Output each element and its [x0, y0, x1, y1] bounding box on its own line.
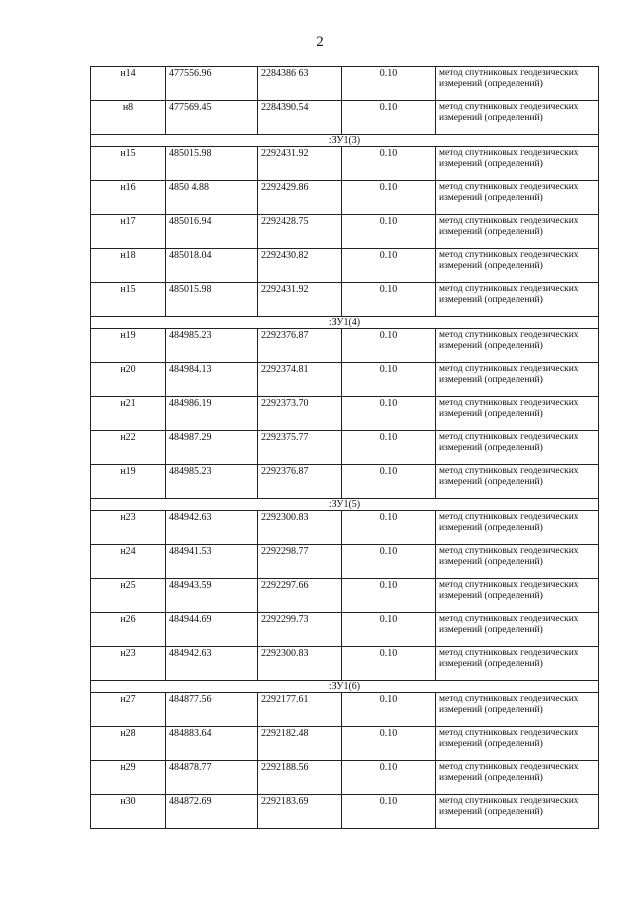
accuracy-cell: 0.10 — [342, 431, 436, 465]
accuracy-cell: 0.10 — [342, 613, 436, 647]
page-number: 2 — [316, 34, 324, 50]
accuracy-cell: 0.10 — [342, 579, 436, 613]
table-row — [91, 101, 599, 135]
method-cell: метод спутниковых геодезических измерений (определений) — [436, 693, 599, 727]
x-coordinate-cell: 484942.63 — [166, 647, 258, 681]
group-label: :ЗУ1(4) — [91, 317, 599, 329]
method-cell: метод спутниковых геодезических измерений (определений) — [436, 181, 599, 215]
method-cell: метод спутниковых геодезических измерений (определений) — [436, 249, 599, 283]
point-name-cell: н21 — [91, 397, 166, 431]
y-coordinate-cell: 2292431.92 — [258, 283, 342, 317]
point-name-cell: н24 — [91, 545, 166, 579]
table-row — [91, 693, 599, 727]
x-coordinate-cell: 485016.94 — [166, 215, 258, 249]
y-coordinate-cell: 2292182.48 — [258, 727, 342, 761]
x-coordinate-cell: 484985.23 — [166, 465, 258, 499]
point-name-cell: н28 — [91, 727, 166, 761]
point-name-cell: н29 — [91, 761, 166, 795]
table-row — [91, 147, 599, 181]
accuracy-cell: 0.10 — [342, 249, 436, 283]
group-label: :ЗУ1(3) — [91, 135, 599, 147]
x-coordinate-cell: 477569.45 — [166, 101, 258, 135]
point-name-cell: н18 — [91, 249, 166, 283]
table-row — [91, 545, 599, 579]
method-cell: метод спутниковых геодезических измерений (определений) — [436, 795, 599, 829]
y-coordinate-cell: 2292376.87 — [258, 329, 342, 363]
group-label: :ЗУ1(5) — [91, 499, 599, 511]
point-name-cell: н16 — [91, 181, 166, 215]
table-row — [91, 67, 599, 101]
accuracy-cell: 0.10 — [342, 647, 436, 681]
accuracy-cell: 0.10 — [342, 545, 436, 579]
point-name-cell: н27 — [91, 693, 166, 727]
method-cell: метод спутниковых геодезических измерений (определений) — [436, 147, 599, 181]
group-label: :ЗУ1(6) — [91, 681, 599, 693]
x-coordinate-cell: 484872.69 — [166, 795, 258, 829]
accuracy-cell: 0.10 — [342, 67, 436, 101]
point-name-cell: н8 — [91, 101, 166, 135]
group-header-row — [91, 499, 599, 511]
y-coordinate-cell: 2292431.92 — [258, 147, 342, 181]
table-row — [91, 647, 599, 681]
method-cell: метод спутниковых геодезических измерений (определений) — [436, 545, 599, 579]
point-name-cell: н17 — [91, 215, 166, 249]
table-row — [91, 215, 599, 249]
method-cell: метод спутниковых геодезических измерений (определений) — [436, 647, 599, 681]
point-name-cell: н14 — [91, 67, 166, 101]
y-coordinate-cell: 2292299.73 — [258, 613, 342, 647]
accuracy-cell: 0.10 — [342, 795, 436, 829]
table-row — [91, 795, 599, 829]
y-coordinate-cell: 2292297.66 — [258, 579, 342, 613]
table-row — [91, 511, 599, 545]
x-coordinate-cell: 484986.19 — [166, 397, 258, 431]
x-coordinate-cell: 484985.23 — [166, 329, 258, 363]
point-name-cell: н30 — [91, 795, 166, 829]
accuracy-cell: 0.10 — [342, 181, 436, 215]
y-coordinate-cell: 2292177.61 — [258, 693, 342, 727]
method-cell: метод спутниковых геодезических измерений (определений) — [436, 727, 599, 761]
y-coordinate-cell: 2284390.54 — [258, 101, 342, 135]
y-coordinate-cell: 2284386 63 — [258, 67, 342, 101]
point-name-cell: н19 — [91, 465, 166, 499]
x-coordinate-cell: 484877.56 — [166, 693, 258, 727]
coordinates-table — [90, 66, 599, 829]
accuracy-cell: 0.10 — [342, 147, 436, 181]
y-coordinate-cell: 2292300.83 — [258, 511, 342, 545]
table-row — [91, 329, 599, 363]
table-row — [91, 181, 599, 215]
method-cell: метод спутниковых геодезических измерений (определений) — [436, 215, 599, 249]
y-coordinate-cell: 2292373.70 — [258, 397, 342, 431]
accuracy-cell: 0.10 — [342, 329, 436, 363]
accuracy-cell: 0.10 — [342, 283, 436, 317]
point-name-cell: н15 — [91, 147, 166, 181]
x-coordinate-cell: 485015.98 — [166, 147, 258, 181]
x-coordinate-cell: 4850 4.88 — [166, 181, 258, 215]
group-header-row — [91, 135, 599, 147]
y-coordinate-cell: 2292429.86 — [258, 181, 342, 215]
method-cell: метод спутниковых геодезических измерений (определений) — [436, 579, 599, 613]
y-coordinate-cell: 2292375.77 — [258, 431, 342, 465]
table-row — [91, 249, 599, 283]
x-coordinate-cell: 484942.63 — [166, 511, 258, 545]
x-coordinate-cell: 484943.59 — [166, 579, 258, 613]
point-name-cell: н23 — [91, 511, 166, 545]
point-name-cell: н19 — [91, 329, 166, 363]
accuracy-cell: 0.10 — [342, 397, 436, 431]
method-cell: метод спутниковых геодезических измерений (определений) — [436, 363, 599, 397]
point-name-cell: н25 — [91, 579, 166, 613]
table-row — [91, 397, 599, 431]
x-coordinate-cell: 484878.77 — [166, 761, 258, 795]
method-cell: метод спутниковых геодезических измерений (определений) — [436, 101, 599, 135]
table-row — [91, 579, 599, 613]
x-coordinate-cell: 484984.13 — [166, 363, 258, 397]
method-cell: метод спутниковых геодезических измерений (определений) — [436, 67, 599, 101]
point-name-cell: н20 — [91, 363, 166, 397]
table-row — [91, 727, 599, 761]
table-row — [91, 363, 599, 397]
table-row — [91, 761, 599, 795]
group-header-row — [91, 681, 599, 693]
table-row — [91, 613, 599, 647]
x-coordinate-cell: 484987.29 — [166, 431, 258, 465]
method-cell: метод спутниковых геодезических измерений (определений) — [436, 511, 599, 545]
x-coordinate-cell: 485018.04 — [166, 249, 258, 283]
method-cell: метод спутниковых геодезических измерений (определений) — [436, 613, 599, 647]
x-coordinate-cell: 484944.69 — [166, 613, 258, 647]
point-name-cell: н22 — [91, 431, 166, 465]
y-coordinate-cell: 2292183.69 — [258, 795, 342, 829]
accuracy-cell: 0.10 — [342, 101, 436, 135]
accuracy-cell: 0.10 — [342, 693, 436, 727]
point-name-cell: н23 — [91, 647, 166, 681]
accuracy-cell: 0.10 — [342, 465, 436, 499]
table-row — [91, 465, 599, 499]
y-coordinate-cell: 2292188.56 — [258, 761, 342, 795]
x-coordinate-cell: 477556.96 — [166, 67, 258, 101]
x-coordinate-cell: 485015.98 — [166, 283, 258, 317]
x-coordinate-cell: 484941.53 — [166, 545, 258, 579]
method-cell: метод спутниковых геодезических измерений (определений) — [436, 431, 599, 465]
point-name-cell: н15 — [91, 283, 166, 317]
method-cell: метод спутниковых геодезических измерений (определений) — [436, 761, 599, 795]
accuracy-cell: 0.10 — [342, 363, 436, 397]
y-coordinate-cell: 2292298.77 — [258, 545, 342, 579]
accuracy-cell: 0.10 — [342, 511, 436, 545]
y-coordinate-cell: 2292430.82 — [258, 249, 342, 283]
x-coordinate-cell: 484883.64 — [166, 727, 258, 761]
y-coordinate-cell: 2292376.87 — [258, 465, 342, 499]
table-row — [91, 283, 599, 317]
group-header-row — [91, 317, 599, 329]
method-cell: метод спутниковых геодезических измерений (определений) — [436, 465, 599, 499]
method-cell: метод спутниковых геодезических измерений (определений) — [436, 397, 599, 431]
point-name-cell: н26 — [91, 613, 166, 647]
method-cell: метод спутниковых геодезических измерений (определений) — [436, 283, 599, 317]
accuracy-cell: 0.10 — [342, 761, 436, 795]
y-coordinate-cell: 2292300.83 — [258, 647, 342, 681]
y-coordinate-cell: 2292374.81 — [258, 363, 342, 397]
accuracy-cell: 0.10 — [342, 727, 436, 761]
y-coordinate-cell: 2292428.75 — [258, 215, 342, 249]
table-row — [91, 431, 599, 465]
accuracy-cell: 0.10 — [342, 215, 436, 249]
method-cell: метод спутниковых геодезических измерений (определений) — [436, 329, 599, 363]
